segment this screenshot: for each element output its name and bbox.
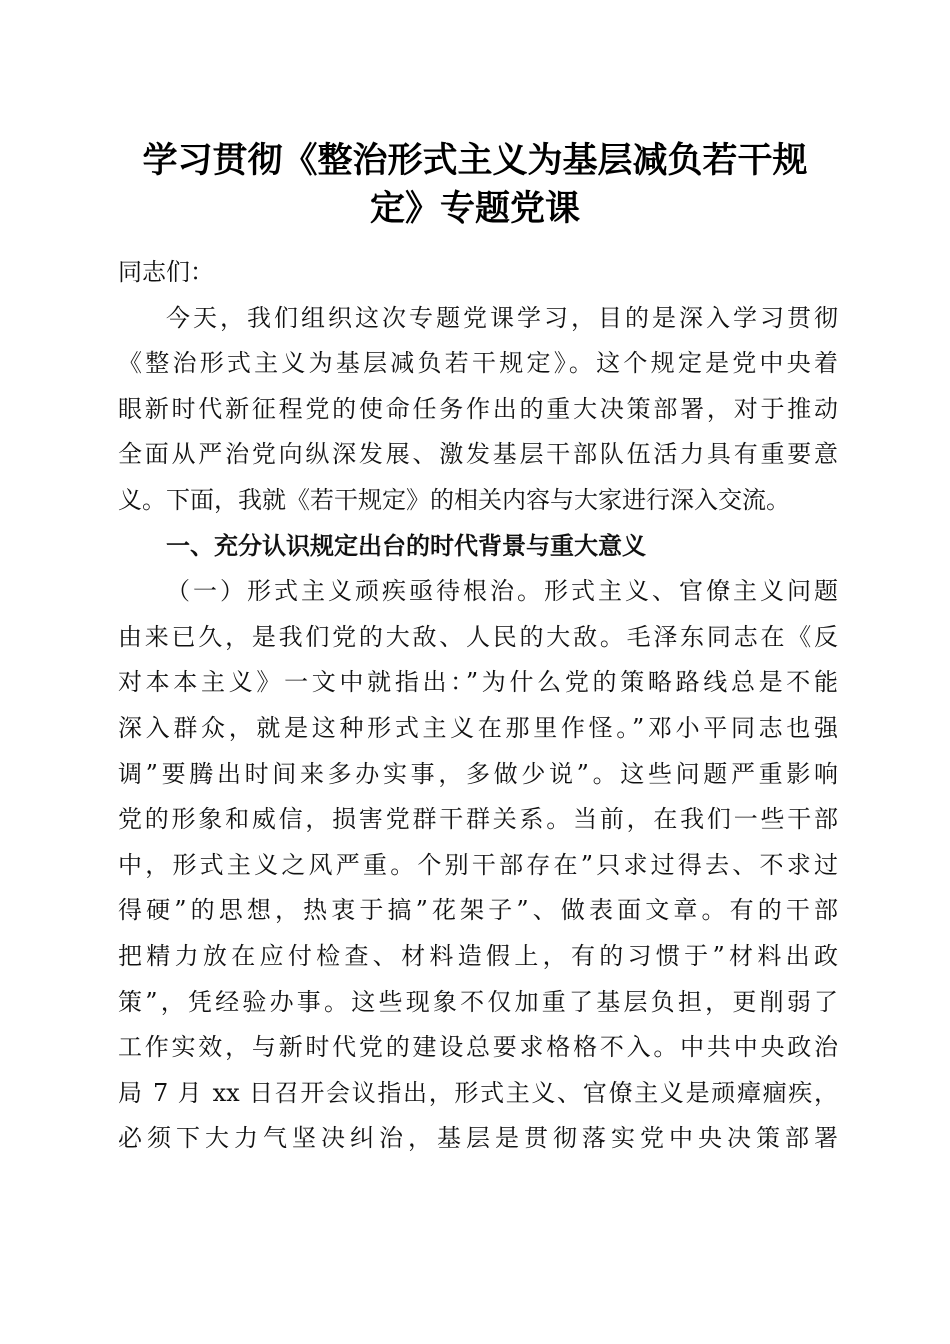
document-title-line-2: 定》专题党课 [369, 189, 580, 229]
paragraph-line: 眼新时代新征程党的使命任务作出的重大决策部署，对于推动 [118, 394, 838, 423]
paragraph-line: 今天，我们组织这次专题党课学习，目的是深入学习贯彻 [166, 303, 838, 332]
paragraph-line: （一）形式主义顽疾亟待根治。形式主义、官僚主义问题 [166, 577, 838, 606]
document-body [118, 250, 838, 1162]
paragraph-line: 局 7 月 xx 日召开会议指出，形式主义、官僚主义是顽瘴痼疾， [118, 1078, 838, 1107]
paragraph-line: 义。下面，我就《若干规定》的相关内容与大家进行深入交流。 [118, 485, 790, 514]
paragraph-line: 深入群众，就是这种形式主义在那里作怪。”邓小平同志也强 [118, 713, 838, 742]
paragraph-line: 《整治形式主义为基层减负若干规定》。这个规定是党中央着 [118, 349, 838, 378]
paragraph-line: 中，形式主义之风严重。个别干部存在”只求过得去、不求过 [118, 850, 838, 879]
paragraph-line: 工作实效，与新时代党的建设总要求格格不入。中共中央政治 [118, 1033, 838, 1062]
paragraph-line: 党的形象和威信，损害党群干群关系。当前，在我们一些干部 [118, 805, 838, 834]
document-title-line-1: 学习贯彻《整治形式主义为基层减负若干规 [142, 141, 808, 181]
paragraph-line: 由来已久，是我们党的大敌、人民的大敌。毛泽东同志在《反 [118, 622, 838, 651]
paragraph-line: 策”，凭经验办事。这些现象不仅加重了基层负担，更削弱了 [118, 987, 838, 1016]
paragraph-line: 必须下大力气坚决纠治，基层是贯彻落实党中央决策部署 [118, 1124, 838, 1153]
paragraph-line: 把精力放在应付检查、材料造假上，有的习惯于”材料出政 [118, 941, 838, 970]
salutation: 同志们： [118, 258, 214, 286]
paragraph-line: 得硬”的思想，热衷于搞”花架子”、做表面文章。有的干部 [118, 896, 838, 925]
section-heading: 一、充分认识规定出台的时代背景与重大意义 [166, 531, 646, 560]
paragraph-line: 对本本主义》一文中就指出：”为什么党的策略路线总是不能 [118, 668, 838, 697]
paragraph-line: 调”要腾出时间来多办实事，多做少说”。这些问题严重影响 [118, 759, 838, 788]
paragraph-line: 全面从严治党向纵深发展、激发基层干部队伍活力具有重要意 [118, 440, 838, 469]
